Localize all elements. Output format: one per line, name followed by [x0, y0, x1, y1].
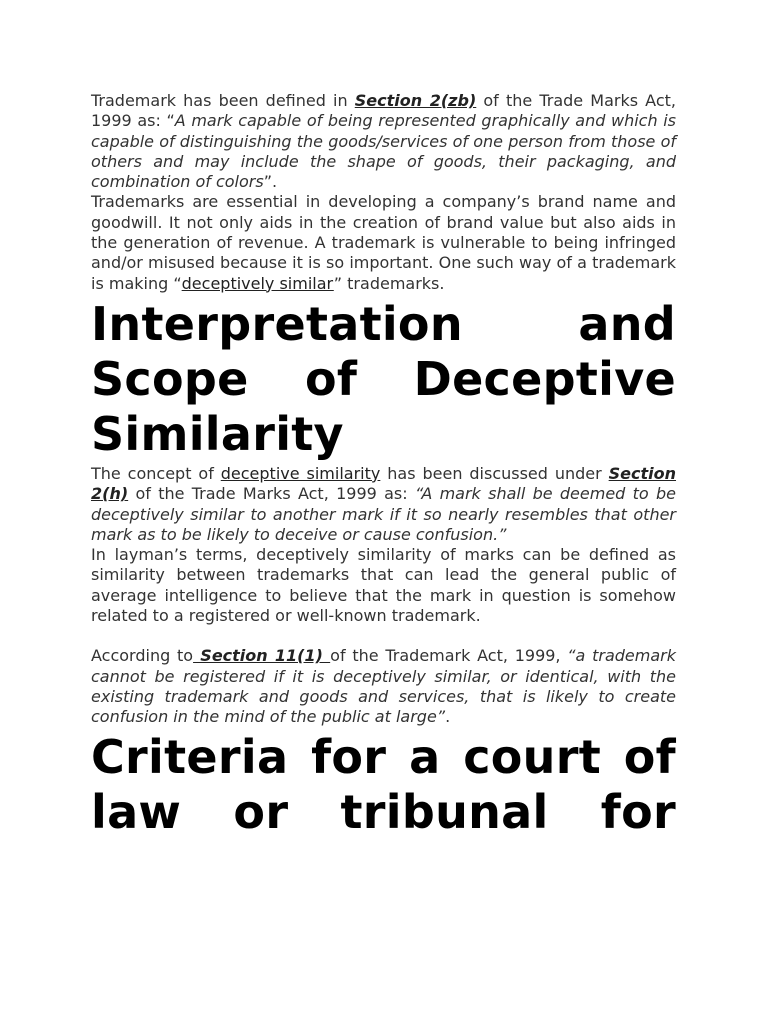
heading-criteria: Criteria for a court of law or tribunal for — [91, 729, 676, 839]
paragraph-trademark-importance — [91, 192, 676, 293]
paragraph-deceptive-similarity-concept — [91, 464, 676, 545]
paragraph-section-11 — [91, 646, 676, 727]
section-11-quote: “a trademark cannot be registered if it is deceptively similar, or identical, with the existing trademark and goods and services, that is likely to create confusion in the mind of the public at large” — [91, 646, 676, 727]
text: Trademark has been defined in — [91, 91, 355, 110]
paragraph-laymans-terms: In layman’s terms, deceptively similarity of marks can be defined as similarity between trademarks that can lead the general public of average intelligence to believe that the mark in question is somehow related to a registered or well-known trademark. — [91, 545, 676, 626]
text: According to — [91, 646, 194, 666]
text: . — [445, 707, 451, 727]
section-2h-link[interactable]: Section 2(h) — [91, 463, 677, 504]
text: Trademarks are essential in developing a company’s brand name and goodwill. It not only aids in the creation of brand value but also aids in the generation of revenue. A trademark is vulnerable to being infringed and/or misused because it is so important. One such way of a trademark is making “ — [91, 192, 676, 293]
paragraph-spacer — [91, 626, 676, 646]
deceptive-similarity-link[interactable]: deceptive similarity — [220, 463, 381, 483]
paragraph-trademark-definition — [91, 91, 676, 192]
section-2zb-link[interactable]: Section 2(zb) — [354, 91, 477, 110]
text: has been discussed under — [380, 463, 609, 483]
text: of the Trade Marks Act, 1999 as: “ — [91, 91, 676, 131]
text: ”. — [263, 172, 278, 192]
text: of the Trade Marks Act, 1999 as: — [128, 484, 415, 504]
section-2h-quote: “A mark shall be deemed to be deceptively similar to another mark if it so nearly resembles that other mark as to be likely to deceive or cause confusion.” — [91, 484, 676, 544]
heading-interpretation-scope: Interpretation and Scope of Deceptive Similarity — [91, 296, 676, 461]
text: of the Trademark Act, 1999, — [330, 646, 568, 666]
deceptively-similar-link[interactable]: deceptively similar — [181, 273, 334, 293]
section-11-link[interactable]: Section 11(1) — [193, 646, 331, 666]
definition-quote: A mark capable of being represented graphically and which is capable of distinguishing the goods/services of one person from those of others and may include the shape of goods, their packaging, and combination of colors — [91, 111, 677, 192]
text: ” trademarks. — [333, 273, 445, 293]
text: The concept of — [91, 463, 221, 483]
